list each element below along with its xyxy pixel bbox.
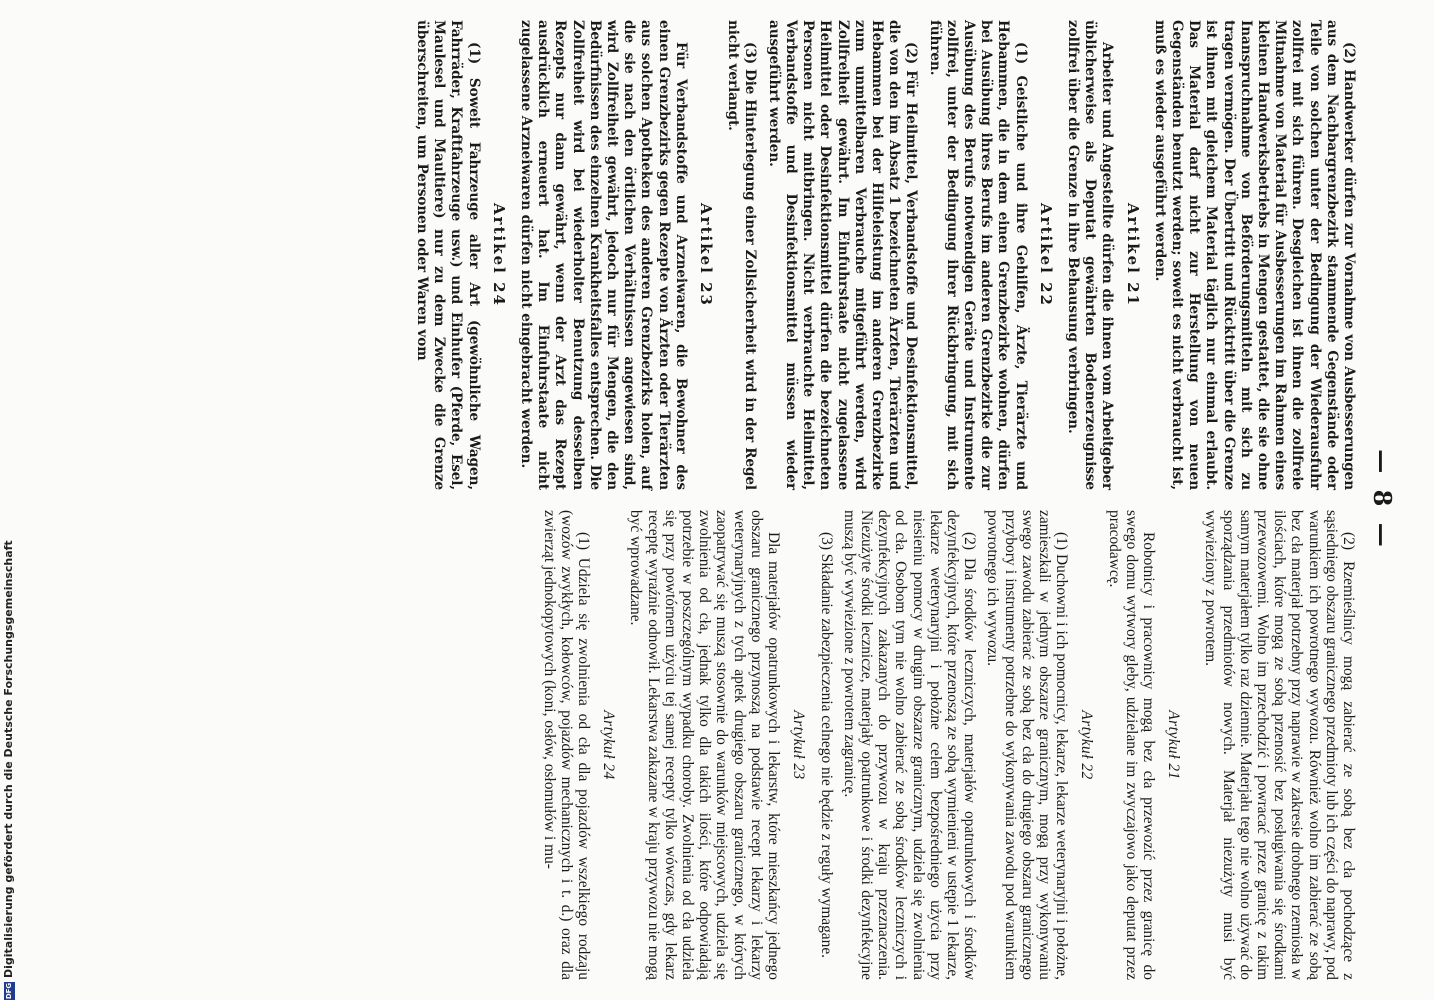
german-paragraph: Arbeiter und Angestellte dürfen die ihnen vom Arbeitgeber üblicherweise als Deputat gewährten Bodenerzeugnisse zollfrei über die Grenze in ihre Behausung verbringen. bbox=[1064, 20, 1116, 490]
german-paragraph: (1) Geistliche und ihre Gehilfen, Ärzte, Tierärzte und Hebammen, die in dem einen Grenzbezirke wohnen, dürfen bei Ausübung ihres Berufs im anderen Grenzbezirke die zur Ausübung des Berufs notwendigen Geräte und Instrumente zollfrei, unter der Bedingung ihrer Rückbringung, mit sich führen. bbox=[926, 20, 1029, 490]
german-paragraph: (3) Die Hinterlegung einer Zollsicherheit wird in der Regel nicht verlangt. bbox=[725, 20, 759, 490]
article-heading: Artikel 24 bbox=[489, 203, 508, 307]
digitization-note bbox=[0, 0, 22, 1000]
article-heading: Artykuł 24 bbox=[600, 710, 618, 780]
polish-paragraph: (1) Udziela się zwolnienia od cła dla pojazdów wszelkiego rodzaju (wozów zwykłych, kołowców, pojazdów mechanicznych i t. d.) oraz dla zwierząt jednokopytowych (koni, osłów, osłomułów i mu- bbox=[540, 510, 593, 980]
rotated-page-content bbox=[157, 0, 1417, 1000]
polish-paragraph: Dla materjałów opatrunkowych i lekarstw, które mieszkańcy jednego obszaru granicznego przynoszą na podstawie recept lekarzy i lekarzy weterynaryjnych z tych aptek drugiego obszaru granicznego, w których zaopatrywać się muszą stosownie do warunków miejscowych, udziela się zwolnienia od cła, jednak tylko dla takich ilości, które odpowiadają potrzebie w poszczególnym wypadku choroby. Zwolnienia od cła udziela się przy powtórnem użyciu tej samej recepty tylko wówczas, gdy lekarz receptę wyraźnie odnowił. Lekarstwa zakazane w kraju przywozu nie mogą być wprowadzane. bbox=[627, 510, 783, 980]
article-heading: Artykuł 23 bbox=[790, 710, 808, 780]
polish-paragraph: Robotnicy i pracownicy mogą bez cła przewozić przez granicę do swego domu wytwory gleby, udzielane im zwyczajowo jako deputat przez pracodawcę. bbox=[1105, 510, 1157, 980]
german-column bbox=[407, 20, 1357, 490]
polish-paragraph: (2) Dla środków leczniczych, materjałów opatrunkowych i środków dezynfekcyjnych, które przenoszą ze sobą wymienieni w ustępie 1 lekarze, lekarze weterynaryjni i położne celem bezpośredniego użycia przy niesieniu pomocy w drugim obszarze granicznym, udziela się zwolnienia od cła. Osobom tym nie wolno zabierać ze sobą środków leczniczych i dezynfekcyjnych zakazanych do przywozu w kraju przeznaczenia. Niezużyte środki lecznicze, materjały opatrunkowe i środki dezynfekcyjne muszą być wywiezione z powrotem zagranicę. bbox=[840, 510, 979, 980]
article-heading: Artykuł 22 bbox=[1078, 710, 1096, 780]
article-heading: Artikel 23 bbox=[697, 203, 716, 307]
polish-paragraph: (2) Rzemieślnicy mogą zabierać ze sobą bez cła pochodzące z sąsiedniego obszaru granicznego przedmioty lub ich części do naprawy, pod warunkiem ich powrotnego wywozu. Również wolno im zabierać ze sobą bez cła materjał potrzebny przy naprawie w zakresie drobnego rzemiosła w ilościach, które mogą ze sobą przenosić bez posługiwania się środkami przewozowemi. Wolno im przechodzić i powracać przez granicę z takim samym materjałem tylko raz dziennie. Materjału tego nie wolno używać do sporządzania przedmiotów nowych. Materjał niezużyty musi być wywieziony z powrotem. bbox=[1202, 510, 1357, 980]
article-heading: Artykuł 21 bbox=[1165, 710, 1183, 780]
polish-paragraph: (1) Duchowni i ich pomocnicy, lekarze, lekarze weterynaryjni i położne, zamieszkali w jednym obszarze granicznym, mogą przy wykonywaniu swego zawodu zabierać ze sobą bez cła do drugiego obszaru granicznego przybory i instrumenty potrzebne do wykonywania zawodu pod warunkiem powrotnego ich wywozu. bbox=[984, 510, 1071, 980]
digitization-note-text: Digitalisierung gefördert durch die Deutsche Forschungsgemeinschaft bbox=[2, 540, 15, 978]
dfg-logo-icon: DFG bbox=[4, 982, 13, 1000]
german-paragraph: (2) Handwerker dürfen zur Vornahme von Ausbesserungen aus dem Nachbargrenzbezirk stammende Gegenstände oder Teile von solchen unter der Bedingung der Wiederausfuhr zollfrei mit sich führen. Desgleichen ist ihnen die zollfreie Mitnahme von Material für Ausbesserungen im Rahmen eines kleinen Handwerksbetriebs in Mengen gestattet, die sie ohne Inanspruchnahme von Beförderungsmitteln mit sich zu tragen vermögen. Der Übertritt und Rücktritt über die Grenze ist ihnen mit gleichem Material täglich nur einmal erlaubt. Das Material darf nicht zur Herstellung von neuen Gegenständen benutzt werden; soweit es nicht verbraucht ist, muß es wieder ausgeführt werden. bbox=[1151, 20, 1357, 490]
article-heading: Artikel 21 bbox=[1123, 203, 1142, 307]
polish-column bbox=[534, 510, 1357, 980]
german-paragraph: Für Verbandstoffe und Arzneiwaren, die Bewohner des einen Grenzbezirks gegen Rezepte von Ärzten oder Tierärzten aus solchen Apotheken des anderen Grenzbezirks holen, auf die sie nach den örtlichen Verhältnissen angewiesen sind, wird Zollfreiheit gewährt, jedoch nur für Mengen, die den Bedürfnissen des einzelnen Krankheitsfalles entsprechen. Die Zollfreiheit wird bei wiederholter Benutzung desselben Rezepts nur dann gewährt, wenn der Arzt das Rezept ausdrücklich erneuert hat. Im Einfuhrstaate nicht zugelassene Arzneiwaren dürfen nicht eingebracht werden. bbox=[518, 20, 689, 490]
page-number: — 8 — bbox=[1368, 449, 1397, 551]
german-paragraph: (1) Soweit Fahrzeuge aller Art (gewöhnliche Wagen, Fahrräder, Kraftfahrzeuge usw.) und Einhufer (Pferde, Esel, Maulesel und Maultiere) nur zu dem Zwecke die Grenze überschreiten, um Personen oder Waren vom bbox=[414, 20, 482, 490]
article-heading: Artikel 22 bbox=[1036, 203, 1055, 307]
german-paragraph: (2) Für Heilmittel, Verbandstoffe und Desinfektionsmittel, die von den im Absatz 1 bezeichneten Ärzten, Tierärzten und Hebammen bei der Hilfeleistung im anderen Grenzbezirke zum unmittelbaren Verbrauche mitgeführt werden, wird Zollfreiheit gewährt. Im Einfuhrstaate nicht zugelassene Heilmittel oder Desinfektionsmittel dürfen die bezeichneten Personen nicht mitbringen. Nicht verbrauchte Heilmittel, Verbandstoffe und Desinfektionsmittel müssen wieder ausgeführt werden. bbox=[765, 20, 920, 490]
polish-paragraph: (3) Składanie zabezpieczenia celnego nie będzie z reguły wymagane. bbox=[817, 532, 835, 959]
